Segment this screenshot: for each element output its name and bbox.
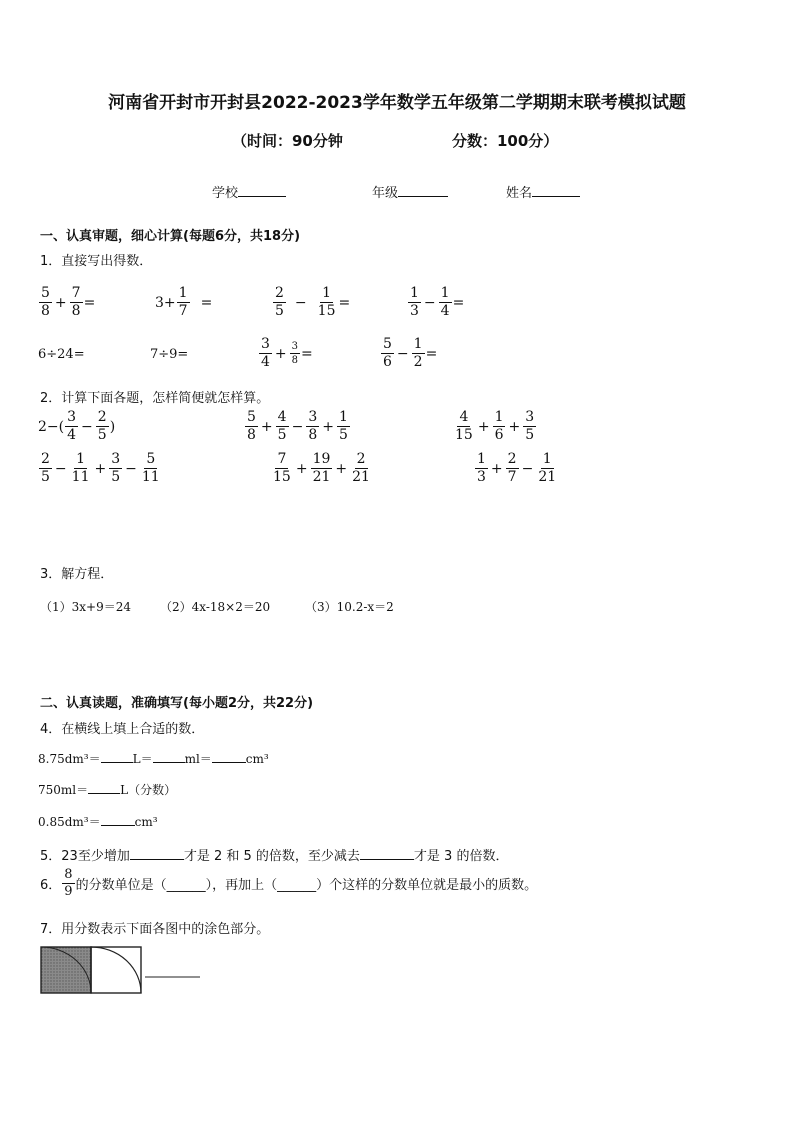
page-title: 河南省开封市开封县2022-2023学年数学五年级第二学期期末联考模拟试题: [108, 93, 686, 113]
q2-item-c: $\frac{4}{15}$ + $\frac{1}{6}$ + $\frac{3}{5}$: [455, 409, 535, 444]
question-6: 6． $\frac{8}{9}$ 的分数单位是（______），再加上（______）个这样的分数单位就是最小的质数。: [40, 867, 538, 900]
q2-item-e: $\frac{7}{15}$ + $\frac{19}{21}$ + $\frac{2}{21}$: [273, 451, 370, 486]
question-5: 5．23至少增加 才是 2 和 5 的倍数，至少减去 才是 3 的倍数．: [40, 849, 509, 864]
section-1-heading: 一、认真审题，细心计算(每题6分，共18分): [40, 229, 301, 244]
blank[interactable]: [153, 750, 185, 763]
blank[interactable]: [130, 847, 184, 860]
name-label: 姓名: [506, 186, 533, 201]
exam-score: 分数：100分）: [452, 132, 559, 150]
blank[interactable]: [101, 813, 135, 826]
q1-item-a: $\frac{5}{8}$ + $\frac{7}{8}$ =: [41, 285, 96, 320]
q1-item-e: 6÷24=: [38, 347, 85, 362]
exam-time: （时间：90分钟: [232, 132, 343, 150]
shaded-figure: [38, 944, 208, 996]
blank[interactable]: [360, 847, 414, 860]
question-7: 7．用分数表示下面各图中的涂色部分。: [40, 922, 270, 937]
q1-item-f: 7÷9=: [150, 347, 189, 362]
question-3: 3．解方程．: [40, 567, 114, 582]
q1-item-b: 3+ $\frac{1}{7}$ =: [155, 285, 213, 320]
q1-item-d: $\frac{1}{3}$ − $\frac{1}{4}$ =: [410, 285, 465, 320]
school-field[interactable]: [212, 182, 286, 201]
q4-line-3: 0.85dm³＝ cm³: [38, 815, 158, 829]
q2-item-f: $\frac{1}{3}$ + $\frac{2}{7}$ − $\frac{1}{21}$: [477, 451, 557, 486]
question-4: 4．在横线上填上合适的数．: [40, 722, 205, 737]
q3-equation-2: （2）4x-18×2＝20: [160, 600, 271, 614]
question-2: 2．计算下面各题，怎样简便就怎样算。: [40, 391, 270, 406]
blank[interactable]: [212, 750, 246, 763]
q3-equation-3: （3）10.2-x＝2: [305, 600, 394, 614]
q1-item-g: $\frac{3}{4}$ + $\frac{3}{8}$ =: [261, 336, 313, 371]
q4-line-1: 8.75dm³＝ L＝ ml＝ cm³: [38, 752, 269, 766]
q2-item-d: $\frac{2}{5}$ − $\frac{1}{11}$ + $\frac{3}{5}$ − $\frac{5}{11}$: [41, 451, 160, 486]
grade-field[interactable]: [372, 182, 448, 201]
grade-label: 年级: [372, 186, 399, 201]
question-1: 1．直接写出得数．: [40, 254, 153, 269]
school-label: 学校: [212, 186, 239, 201]
q2-item-b: $\frac{5}{8}$ + $\frac{4}{5}$ − $\frac{3}{8}$ + $\frac{1}{5}$: [247, 409, 348, 444]
section-2-heading: 二、认真读题，准确填写(每小题2分，共22分): [40, 696, 314, 711]
q2-item-a: 2−( $\frac{3}{4}$ − $\frac{2}{5}$ ): [38, 409, 116, 444]
blank[interactable]: [88, 781, 120, 794]
q1-item-h: $\frac{5}{6}$ − $\frac{1}{2}$ =: [383, 336, 438, 371]
blank[interactable]: [101, 750, 133, 763]
q1-item-c: $\frac{2}{5}$ − $\frac{1}{15}$ =: [275, 285, 351, 320]
name-field[interactable]: [506, 182, 580, 201]
q3-equation-1: （1）3x+9＝24: [40, 600, 131, 614]
q4-line-2: 750ml＝ L（分数）: [38, 783, 177, 797]
